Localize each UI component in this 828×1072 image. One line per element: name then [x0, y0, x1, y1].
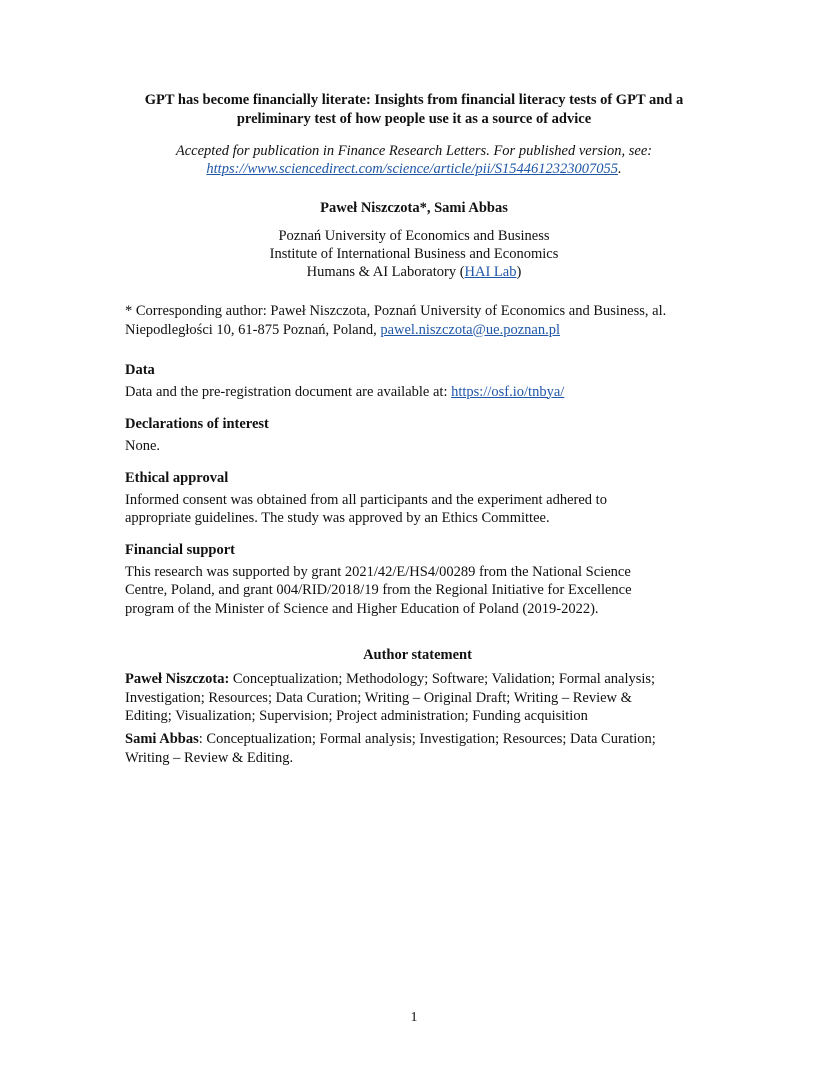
corresponding-address: Niepodległości 10, 61-875 Poznań, Poland, — [125, 321, 381, 338]
publication-url-link[interactable]: https://www.sciencedirect.com/science/article/pii/S1544612323007055 — [206, 161, 618, 177]
affiliation — [110, 227, 718, 281]
declarations-heading: Declarations of interest — [125, 416, 269, 432]
osf-link[interactable]: https://osf.io/tnbya/ — [451, 383, 565, 400]
affiliation-line-3 — [110, 263, 718, 281]
financial-line-1: This research was supported by grant 2021/42/E/HS4/00289 from the National Science — [125, 563, 631, 580]
author-statement-abbas — [125, 730, 710, 767]
data-section — [125, 361, 710, 401]
title-line-2: preliminary test of how people use it as a source of advice — [236, 111, 592, 127]
corresponding-line-2 — [125, 321, 710, 340]
corresponding-author — [125, 302, 710, 339]
affiliation-line-1: Poznań University of Economics and Business — [278, 228, 550, 244]
financial-heading: Financial support — [125, 542, 235, 558]
statement-p2-name: Sami Abbas — [125, 731, 199, 747]
publication-url-suffix: . — [617, 161, 622, 177]
author-list: Paweł Niszczota*, Sami Abbas — [320, 200, 508, 216]
statement-p2-line-2: Writing – Review & Editing. — [125, 749, 294, 766]
data-text: Data and the pre-registration document are available at: — [125, 383, 452, 400]
lab-prefix: Humans & AI Laboratory ( — [306, 264, 465, 280]
publication-url-line — [110, 160, 718, 178]
declarations-section — [125, 415, 710, 455]
publication-note-line: Accepted for publication in Finance Research Letters. For published version, see: — [175, 143, 653, 159]
affiliation-line-2: Institute of International Business and Economics — [269, 246, 559, 262]
corresponding-line-1: * Corresponding author: Paweł Niszczota, Poznań University of Economics and Business, al. — [125, 303, 667, 319]
lab-suffix: ) — [516, 264, 522, 280]
declarations-text: None. — [125, 437, 161, 454]
hai-lab-link[interactable]: HAI Lab — [464, 264, 517, 280]
page-number: 1 — [410, 1010, 418, 1025]
ethical-section — [125, 469, 710, 528]
publication-note — [110, 142, 718, 178]
financial-section — [125, 541, 710, 618]
ethical-heading: Ethical approval — [125, 470, 229, 486]
paper-title — [110, 91, 718, 129]
statement-p1-line-1 — [125, 670, 710, 689]
title-line-1: GPT has become financially literate: Insights from financial literacy tests of GPT and a — [144, 92, 684, 108]
statement-p1-line-3: Editing; Visualization; Supervision; Project administration; Funding acquisition — [125, 708, 588, 724]
statement-p2-text: : Conceptualization; Formal analysis; Investigation; Resources; Data Curation; — [198, 731, 656, 747]
email-link[interactable]: pawel.niszczota@ue.poznan.pl — [380, 321, 560, 338]
financial-line-2: Centre, Poland, and grant 004/RID/2018/19 from the Regional Initiative for Excellence — [125, 582, 632, 598]
ethical-line-1: Informed consent was obtained from all participants and the experiment adhered to — [125, 491, 607, 508]
data-text-line — [125, 383, 710, 402]
statement-p1-name: Paweł Niszczota: — [125, 671, 230, 687]
ethical-line-2: appropriate guidelines. The study was approved by an Ethics Committee. — [125, 510, 550, 526]
statement-p1-line-2: Investigation; Resources; Data Curation; Writing – Original Draft; Writing – Review & — [125, 689, 632, 706]
statement-p2-line-1 — [125, 730, 710, 749]
financial-line-3: program of the Minister of Science and Higher Education of Poland (2019-2022). — [125, 600, 599, 617]
statement-p1-text: Conceptualization; Methodology; Software; Validation; Formal analysis; — [229, 671, 656, 687]
data-heading: Data — [125, 362, 155, 378]
author-statement-niszczota — [125, 670, 710, 726]
author-statement-heading: Author statement — [363, 647, 472, 663]
